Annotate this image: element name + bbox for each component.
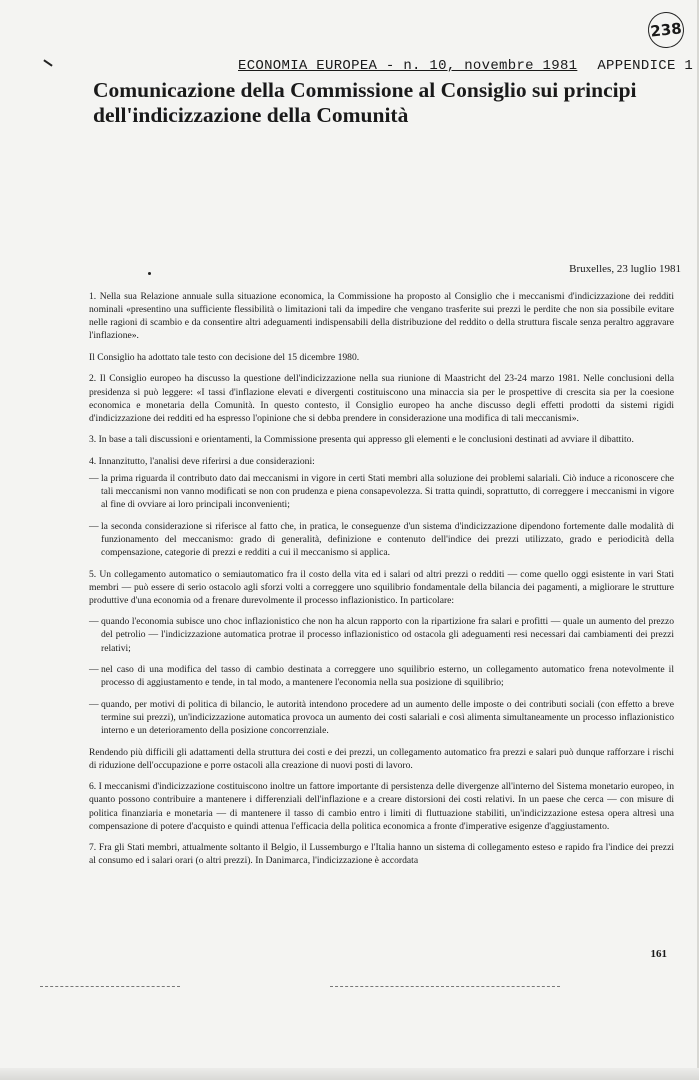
list-item (89, 698, 674, 737)
list-item (89, 520, 674, 559)
document-body (89, 290, 674, 876)
list-item (89, 663, 674, 689)
paragraph-1: 1. Nella sua Relazione annuale sulla situazione economica, la Commissione ha proposto al Consiglio che i meccanismi d'indicizzazione dei redditi nominali «presentino una sufficiente flessibilità o limitazioni tali da impedire che vengano trasferite sui prezzi le perdite che non sia possibile evitare nelle ragioni di scambio e da consentire altri adeguamenti indispensabili della distribuzione del reddito o della struttura fiscale senza peraltro aggravare l'inflazione». (89, 291, 674, 342)
date-line: Bruxelles, 23 luglio 1981 (569, 263, 681, 275)
footer-rule (40, 986, 180, 987)
paragraph-5-conclusion: Rendendo più difficili gli adattamenti della struttura dei costi e dei prezzi, un collegamento automatico fra prezzi e salari può dunque rafforzare i rischi di riduzione dell'occupazione e porre ostacoli alla creazione di nuovi posti di lavoro. (89, 746, 674, 771)
paragraph-4: 4. Innanzitutto, l'analisi deve riferirsi a due considerazioni: (89, 455, 315, 467)
paragraph-6: 6. I meccanismi d'indicizzazione costituiscono inoltre un fattore importante di persistenza delle divergenze all'interno del Sistema monetario europeo, in quanto possono contribuire a mantenere i differenziali dell'inflazione e a creare distorsioni dei costi relativi. In un paese che cerca — con misure di politica finanziaria e monetaria — di mantenere il tasso di cambio entro i limiti di fluttuazione stabiliti, un'indicizzazione estesa opera altresì una compensazione di potere d'acquisto e quindi attenua l'efficacia della politica economica a fronte d'imperative esigenze d'aggiustamento. (89, 781, 674, 832)
appendix-label: APPENDICE 1 (597, 58, 694, 74)
list-item-text: quando l'economia subisce uno choc inflazionistico che non ha alcun rapporto con la ripartizione fra salari e profitti — quale un aumento del prezzo del petrolio — l'indicizzazione automatica protrae il processo inflazionistico od ostacola gli adeguamenti resi necessari dai cambiamenti dei prezzi relativi; (101, 616, 674, 654)
paragraph-1b: Il Consiglio ha adottato tale testo con decisione del 15 dicembre 1980. (89, 351, 360, 363)
list-item-text: quando, per motivi di politica di bilancio, le autorità intendono procedere ad un aumento delle imposte o dei contributi sociali (con effetto a breve termine sui prezzi), un'indicizzazione automatica provoca un aumento dei costi salariali e così alimenta simultaneamente un processo inflazionistico interno e un deterioramento della posizione concorrenziale. (101, 698, 674, 737)
running-header (238, 58, 693, 74)
list-dash: — (89, 664, 99, 676)
journal-reference: ECONOMIA EUROPEA - n. 10, novembre 1981 (238, 58, 578, 74)
paragraph-3: 3. In base a tali discussioni e orientamenti, la Commissione presenta qui appresso gli elementi e le conclusioni destinati ad avviare il dibattito. (89, 434, 634, 446)
list-item (89, 472, 674, 511)
list-dash: — (89, 520, 99, 532)
paragraph-7: 7. Fra gli Stati membri, attualmente soltanto il Belgio, il Lussemburgo e l'Italia hanno un sistema di collegamento esteso e rapido fra l'indice dei prezzi al consumo ed i salari orari (o altri prezzi). In Danimarca, l'indicizzazione è accordata (89, 842, 674, 867)
document-title: Comunicazione della Commissione al Consiglio sui principi dell'indicizzazione della Comunità (93, 78, 637, 127)
list-dash: — (89, 473, 99, 485)
margin-mark (43, 59, 52, 66)
list-dash: — (89, 698, 99, 710)
paragraph-5: 5. Un collegamento automatico o semiautomatico fra il costo della vita ed i salari od altri prezzi o redditi — come quello oggi esistente in vari Stati membri — può essere di serio ostacolo agli sforzi volti a correggere uno squilibrio fondamentale della bilancia dei pagamenti, a migliorare le strutture produttive d'una economia od a frenare durevolmente il processo inflazionistico. In particolare: (89, 568, 674, 606)
page-number: 161 (650, 948, 667, 960)
scan-bottom-edge (0, 1068, 699, 1080)
archive-stamp: 238 (646, 10, 686, 50)
list-item-text: la seconda considerazione si riferisce al fatto che, in pratica, le conseguenze d'un sistema d'indicizzazione dipendono fortemente dalle modalità di funzionamento del meccanismo: grado di generalità, definizione e contenuto dell'indice dei prezzi utilizzato, grado e periodicità della compensazione, categorie di prezzi e redditi a cui il meccanismo si applica. (101, 520, 674, 558)
paragraph-2: 2. Il Consiglio europeo ha discusso la questione dell'indicizzazione nella sua riunione di Maastricht del 23-24 marzo 1981. Nelle conclusioni della presidenza si può leggere: «I tassi d'inflazione elevati e divergenti costituiscono una minaccia sia per le prospettive di crescita sia per la coesione economica e monetaria della Comunità. In questo contesto, il Consiglio europeo ha anche discusso degli effetti prodotti da sistemi rigidi d'indicizzazione dei redditi ed ha espresso l'opinione che si debba prendere in considerazione una modifica di tali meccanismi». (89, 373, 674, 424)
list-item (89, 615, 674, 654)
list-dash: — (89, 616, 99, 628)
speck (148, 272, 151, 275)
list-item-text: la prima riguarda il contributo dato dai meccanismi in vigore in certi Stati membri alla soluzione dei problemi salariali. Ciò induce a riconoscere che tali meccanismi non vanno modificati se non con prudenza e piena consapevolezza. Si tratta quindi, soprattutto, di correggere i meccanismi in vigore al fine di ovviare ai loro principali inconvenienti; (101, 473, 674, 511)
list-item-text: nel caso di una modifica del tasso di cambio destinata a correggere uno squilibrio esterno, un collegamento automatico frena notevolmente il processo di aggiustamento e tende, in tal modo, a mantenere l'economia nella sua posizione di squilibrio; (101, 664, 674, 689)
footer-rule (330, 986, 560, 987)
